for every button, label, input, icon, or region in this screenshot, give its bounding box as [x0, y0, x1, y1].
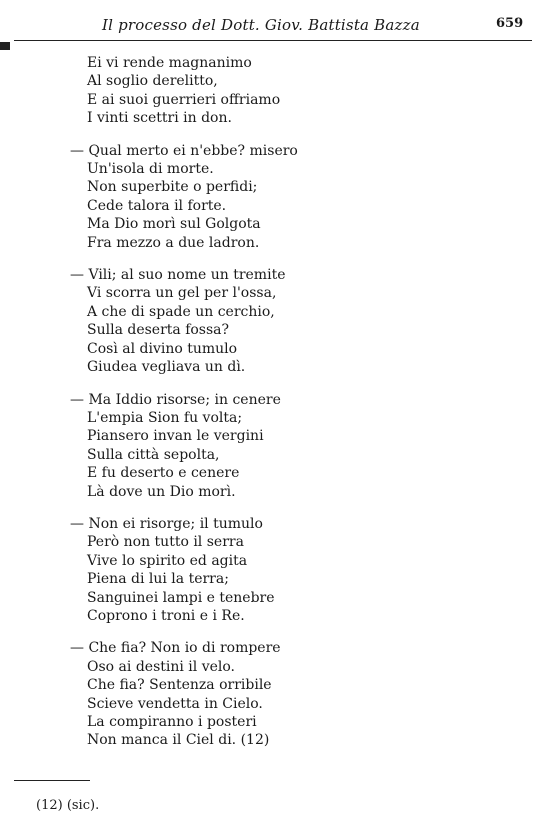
- stanza-3: [70, 266, 370, 376]
- verse-line: I vinti scettri in don.: [87, 110, 232, 127]
- verse-line: Vi scorra un gel per l'ossa,: [87, 285, 277, 302]
- verse-line: — Ma Iddio risorse; in cenere: [70, 391, 281, 408]
- stanza-4: [70, 391, 370, 501]
- running-title: Il processo del Dott. Giov. Battista Bazza: [102, 16, 420, 34]
- verse-line: Coprono i troni e i Re.: [87, 607, 245, 624]
- verse-line: Non superbite o perfidi;: [87, 179, 258, 196]
- verse-line: Però non tutto il serra: [87, 534, 244, 551]
- verse-line: La compiranno i posteri: [87, 714, 257, 730]
- verse-line: Ma Dio morì sul Golgota: [87, 216, 261, 233]
- verse-line: Al soglio derelitto,: [87, 73, 218, 90]
- verse-line: Fra mezzo a due ladron.: [87, 234, 260, 251]
- verse-line: Così al divino tumulo: [87, 340, 238, 357]
- verse-line: Ei vi rende magnanimo: [87, 55, 252, 71]
- verse-line: Non manca il Ciel di. (12): [87, 732, 270, 749]
- verse-line: Sanguinei lampi e tenebre: [87, 589, 275, 606]
- verse-line: Un'isola di morte.: [87, 161, 214, 178]
- verse-line: Piena di lui la terra;: [87, 571, 229, 588]
- verse-line: — Vili; al suo nome un tremite: [70, 267, 286, 284]
- verse-line: Oso ai destini il velo.: [87, 658, 236, 675]
- verse-line: L'empia Sion fu volta;: [87, 409, 243, 426]
- stanza-5: [70, 515, 370, 625]
- page-header: [0, 14, 550, 38]
- verse-line: Cede talora il forte.: [87, 197, 227, 214]
- poem-body: [70, 54, 370, 764]
- footnote: (12) (sic).: [36, 798, 100, 813]
- verse-line: — Qual merto ei n'ebbe? misero: [70, 142, 298, 159]
- verse-line: Piansero invan le vergini: [87, 428, 264, 445]
- stanza-2: [70, 142, 370, 252]
- verse-line: Vive lo spirito ed agita: [87, 552, 248, 569]
- verse-line: Scieve vendetta in Cielo.: [87, 695, 263, 712]
- margin-mark: [0, 42, 10, 50]
- verse-line: Sulla città sepolta,: [87, 446, 220, 463]
- footnote-rule: [14, 780, 90, 781]
- verse-line: E ai suoi guerrieri offriamo: [87, 91, 281, 108]
- verse-line: Che fia? Sentenza orribile: [87, 677, 272, 694]
- verse-line: A che di spade un cerchio,: [87, 303, 275, 320]
- verse-line: Là dove un Dio morì.: [87, 483, 236, 500]
- verse-line: — Che fia? Non io di rompere: [70, 640, 281, 657]
- stanza-1: [70, 54, 370, 128]
- verse-line: Sulla deserta fossa?: [87, 322, 230, 339]
- header-rule: [14, 40, 532, 41]
- verse-line: Giudea vegliava un dì.: [87, 359, 246, 376]
- verse-line: E fu deserto e cenere: [87, 465, 240, 482]
- verse-line: — Non ei risorge; il tumulo: [70, 515, 263, 532]
- stanza-6: [70, 639, 370, 749]
- page-number: 659: [496, 16, 524, 31]
